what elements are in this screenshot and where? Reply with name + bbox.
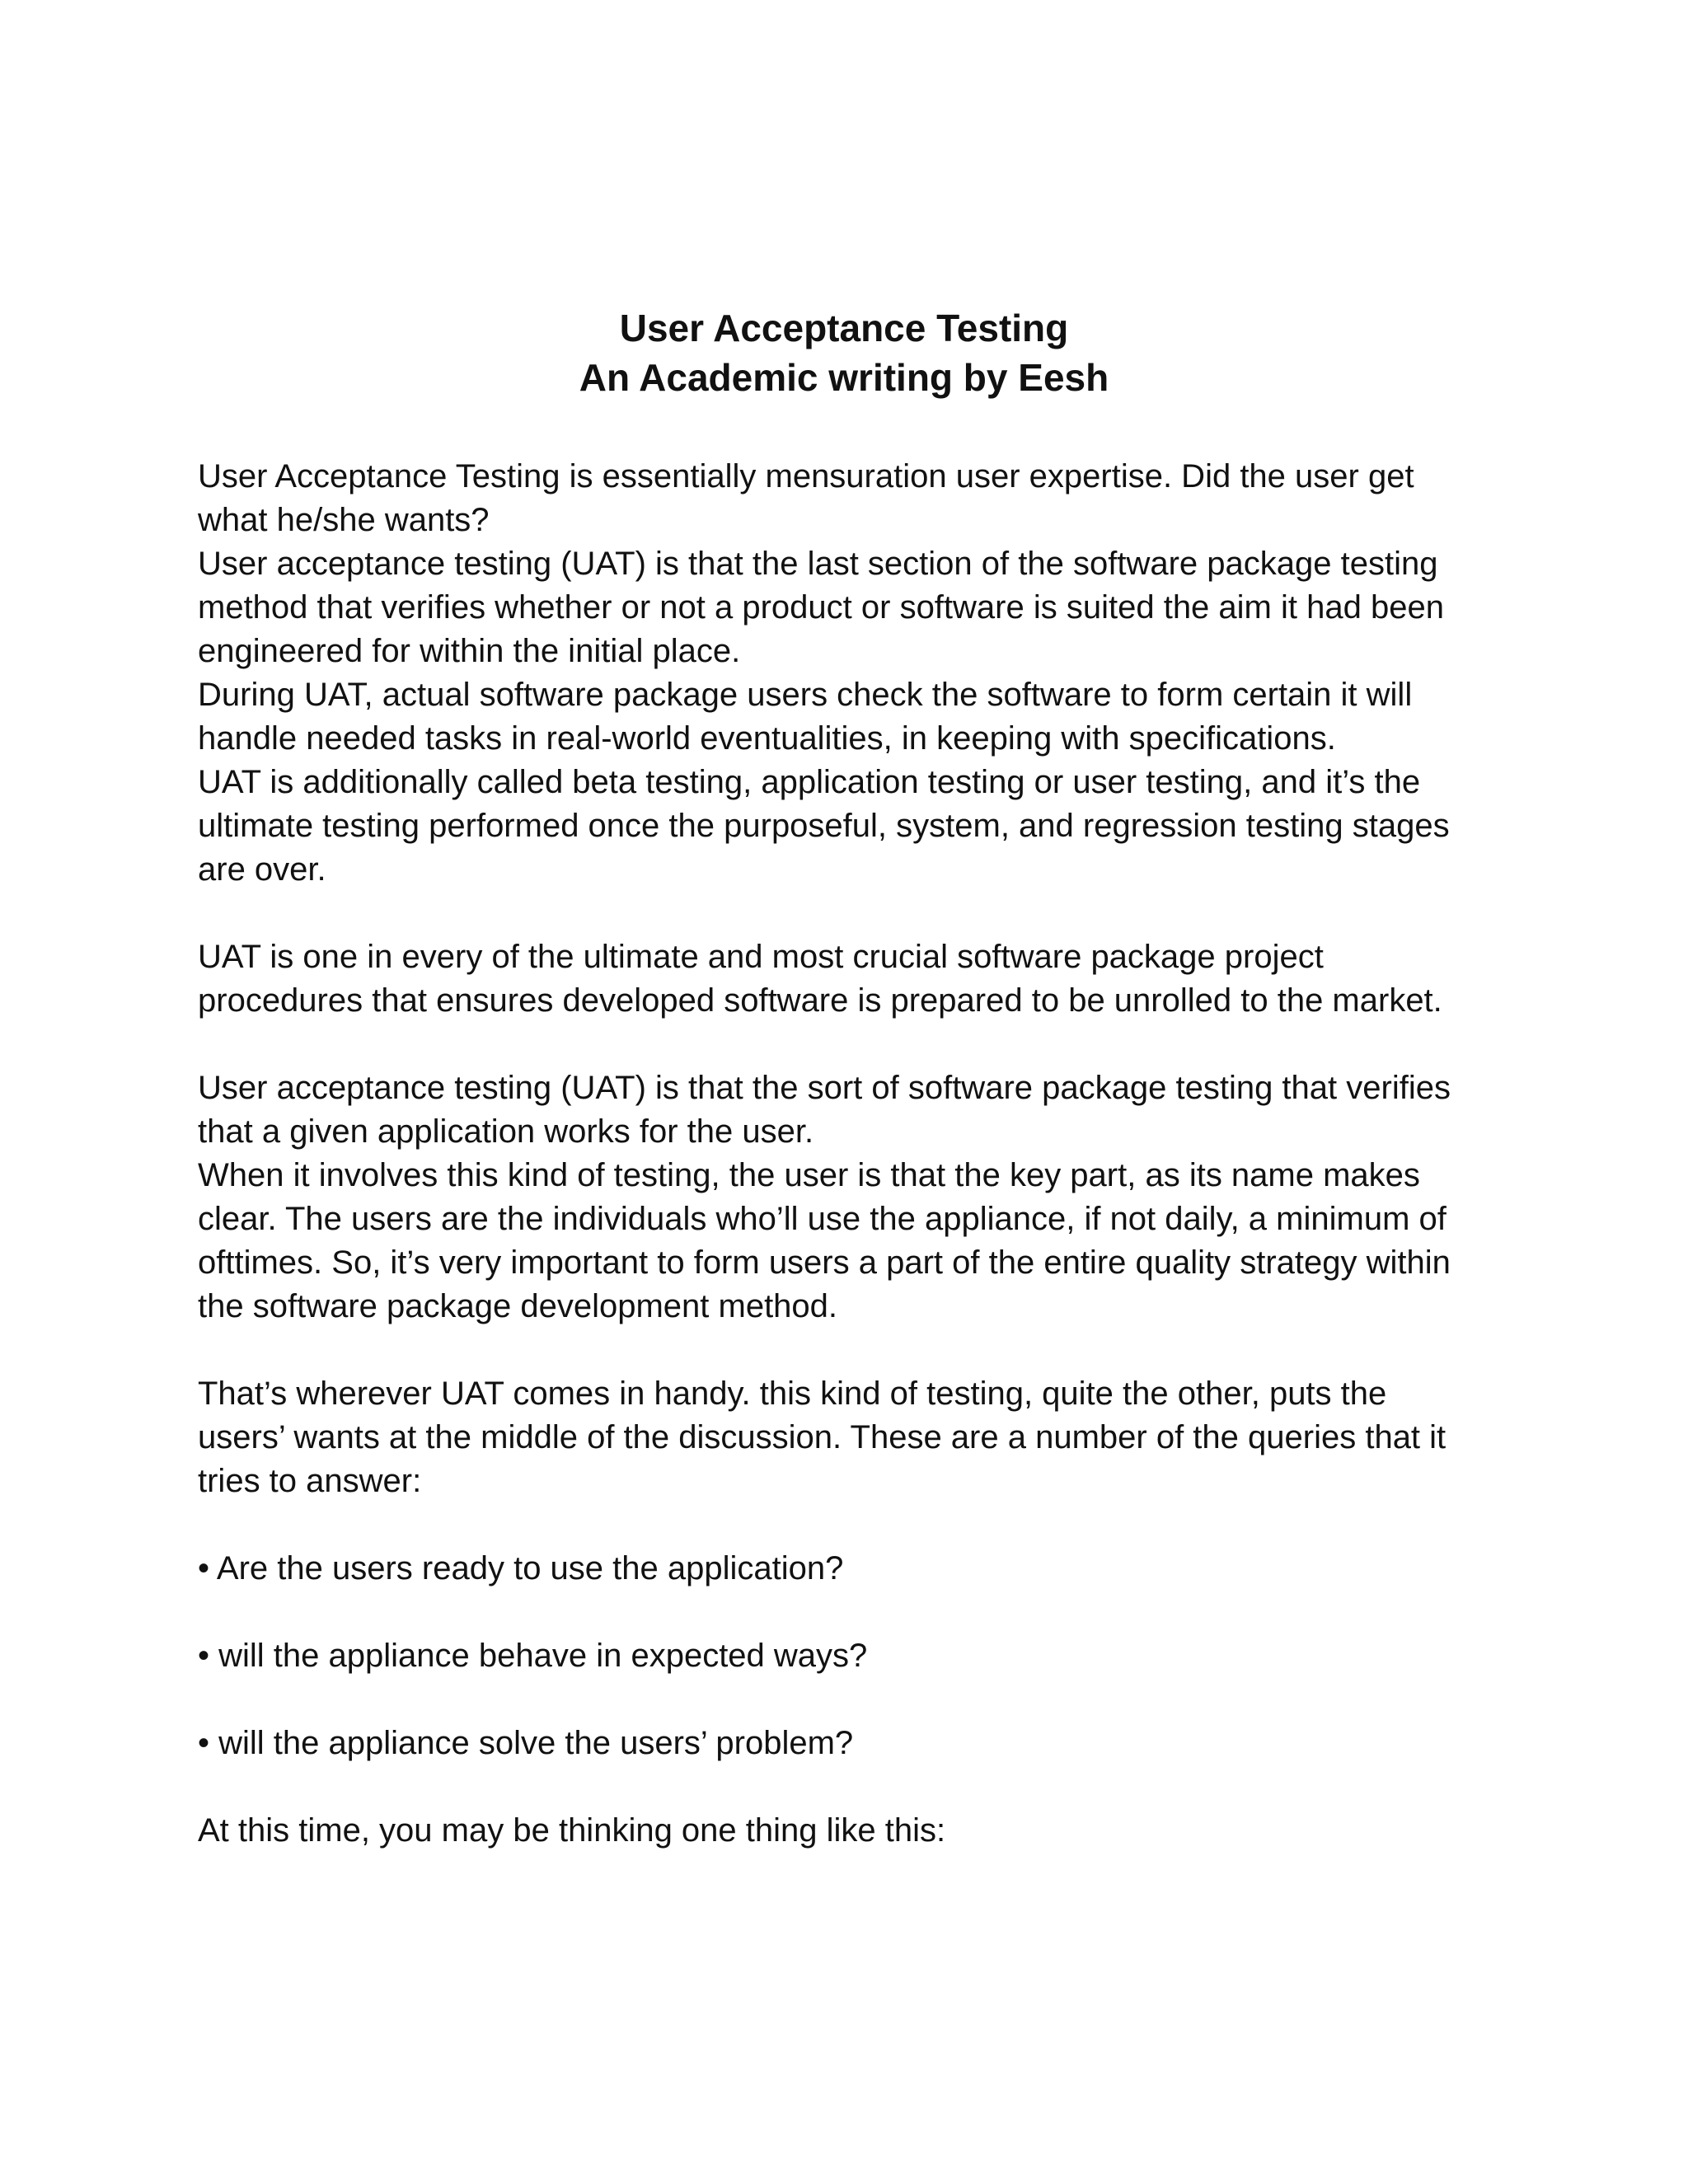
bullet-item: • Are the users ready to use the application? [198,1550,844,1586]
body-line: UAT is additionally called beta testing, application testing or user testing, and it’s the [198,764,1421,800]
bullet-item: • will the appliance solve the users’ problem? [198,1725,854,1761]
body-line: engineered for within the initial place. [198,633,741,669]
body-line: are over. [198,851,326,888]
body-line: the software package development method. [198,1288,838,1324]
body-line: User Acceptance Testing is essentially mensuration user expertise. Did the user get [198,458,1414,494]
paragraph-gap [198,892,1500,935]
document-title: User Acceptance Testing [619,307,1069,349]
body-line: tries to answer: [198,1463,422,1499]
body-line: User acceptance testing (UAT) is that the sort of software package testing that verifies [198,1070,1451,1106]
body-line: At this time, you may be thinking one thing like this: [198,1812,946,1849]
body-line: ofttimes. So, it’s very important to form users a part of the entire quality strategy within [198,1244,1451,1281]
title-block [0,303,1688,402]
document-subtitle: An Academic writing by Eesh [579,356,1109,399]
body-line: During UAT, actual software package users check the software to form certain it will [198,677,1413,713]
paragraph-gap [198,1765,1500,1809]
paragraph-gap [198,1329,1500,1372]
paragraph-gap [198,1591,1500,1634]
body-line: that a given application works for the user. [198,1113,814,1150]
body-line: procedures that ensures developed software is prepared to be unrolled to the market. [198,982,1442,1019]
body-line: That’s wherever UAT comes in handy. this kind of testing, quite the other, puts the [198,1376,1387,1412]
body-line: method that verifies whether or not a product or software is suited the aim it had been [198,589,1444,626]
bullet-item: • will the appliance behave in expected ways? [198,1638,868,1674]
body-line: When it involves this kind of testing, the user is that the key part, as its name makes [198,1157,1420,1193]
body-line: handle needed tasks in real-world eventualities, in keeping with specifications. [198,720,1336,757]
paragraph-gap [198,1503,1500,1547]
body-line: ultimate testing performed once the purposeful, system, and regression testing stages [198,808,1450,844]
body-line: what he/she wants? [198,502,490,538]
paragraph-gap [198,1678,1500,1722]
paragraph-gap [198,1023,1500,1066]
body-line: User acceptance testing (UAT) is that the last section of the software package testing [198,546,1438,582]
body-line: users’ wants at the middle of the discussion. These are a number of the queries that it [198,1419,1447,1455]
body-line: clear. The users are the individuals who’ll use the appliance, if not daily, a minimum of [198,1201,1447,1237]
document-body [198,455,1500,1853]
body-line: UAT is one in every of the ultimate and most crucial software package project [198,939,1324,975]
